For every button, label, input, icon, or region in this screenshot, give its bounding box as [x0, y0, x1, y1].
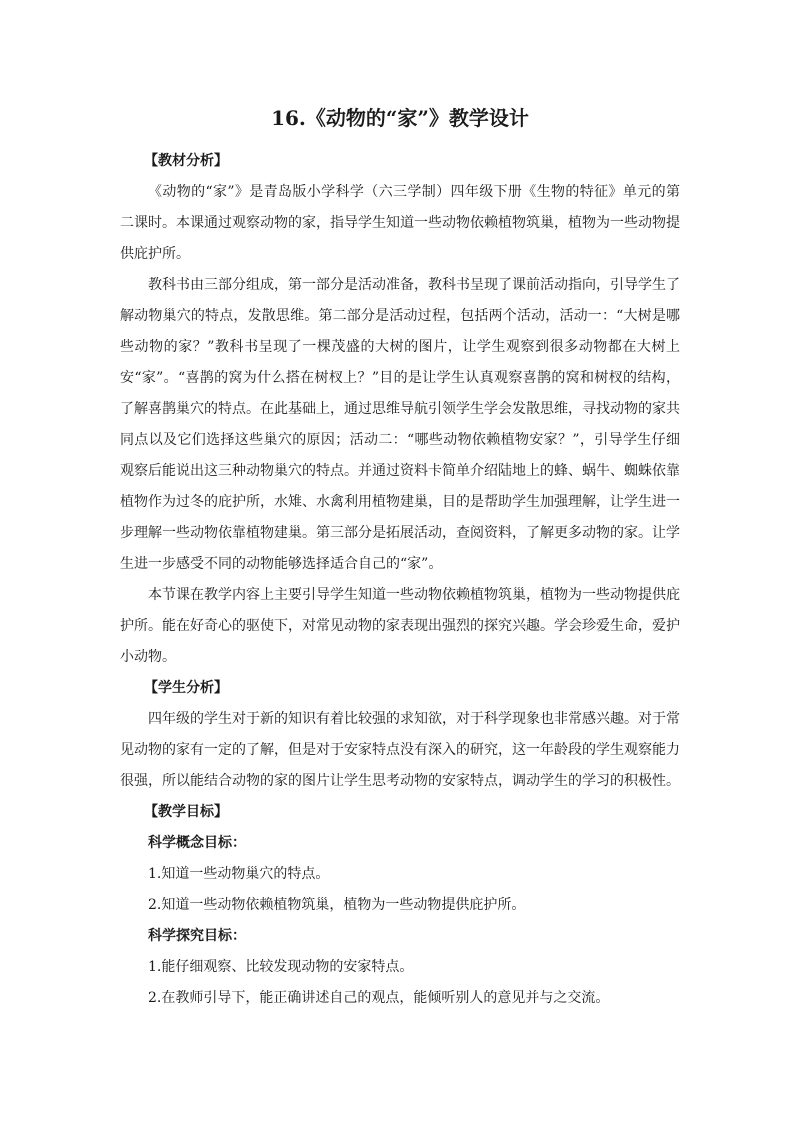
document-page: [120, 104, 680, 1014]
list-item: 1.知道一些动物巢穴的特点。: [148, 866, 330, 882]
paragraph: 本节课在教学内容上主要引导学生知道一些动物依赖植物筑巢，植物为一些动物提供庇护所。能在好奇心的驱使下，对常见动物的家表现出强烈的探究兴趣。学会珍爱生命，爱护小动物。: [120, 587, 680, 665]
section-heading-goals: 【教学目标】: [144, 804, 228, 820]
list-item: 1.能仔细观察、比较发现动物的安家特点。: [148, 959, 414, 975]
paragraph: 教科书由三部分组成，第一部分是活动准备，教科书呈现了课前活动指向，引导学生了解动物巢穴的特点，发散思维。第二部分是活动过程，包括两个活动，活动一：“大树是哪些动物的家？”教科书呈现了一棵茂盛的大树的图片，让学生观察到很多动物都在大树上安“家”。“喜鹊的窝为什么搭在树杈上？”目的是让学生认真观察喜鹊的窝和树杈的结构，了解喜鹊巢穴的特点。在此基础上，通过思维导航引领学生学会发散思维，寻找动物的家共同点以及它们选择这些巢穴的原因；活动二：“哪些动物依赖植物安家？”，引导学生仔细观察后能说出这三种动物巢穴的特点。并通过资料卡简单介绍陆地上的蜂、蜗牛、蜘蛛依靠植物作为过冬的庇护所，水雉、水禽利用植物建巢，目的是帮助学生加强理解，让学生进一步理解一些动物依靠植物建巢。第三部分是拓展活动，查阅资料，了解更多动物的家。让学生进一步感受不同的动物能够选择适合自己的“家”。: [120, 277, 680, 572]
list-item: 2.在教师引导下，能正确讲述自己的观点，能倾听别人的意见并与之交流。: [148, 990, 610, 1006]
subheading-inquiry-goals: 科学探究目标：: [148, 928, 246, 944]
section-heading-students: 【学生分析】: [144, 680, 228, 696]
section-heading-material: 【教材分析】: [144, 153, 228, 169]
document-title: 16.《动物的“家”》教学设计: [271, 106, 529, 130]
subheading-concept-goals: 科学概念目标：: [148, 835, 246, 851]
paragraph: 四年级的学生对于新的知识有着比较强的求知欲，对于科学现象也非常感兴趣。对于常见动物的家有一定的了解，但是对于安家特点没有深入的研究，这一年龄段的学生观察能力很强，所以能结合动物的家的图片让学生思考动物的安家特点，调动学生的学习的积极性。: [120, 711, 680, 789]
paragraph: 《动物的“家”》是青岛版小学科学（六三学制）四年级下册《生物的特征》单元的第二课时。本课通过观察动物的家，指导学生知道一些动物依赖植物筑巢，植物为一些动物提供庇护所。: [120, 184, 680, 262]
list-item: 2.知道一些动物依赖植物筑巢，植物为一些动物提供庇护所。: [148, 897, 526, 913]
